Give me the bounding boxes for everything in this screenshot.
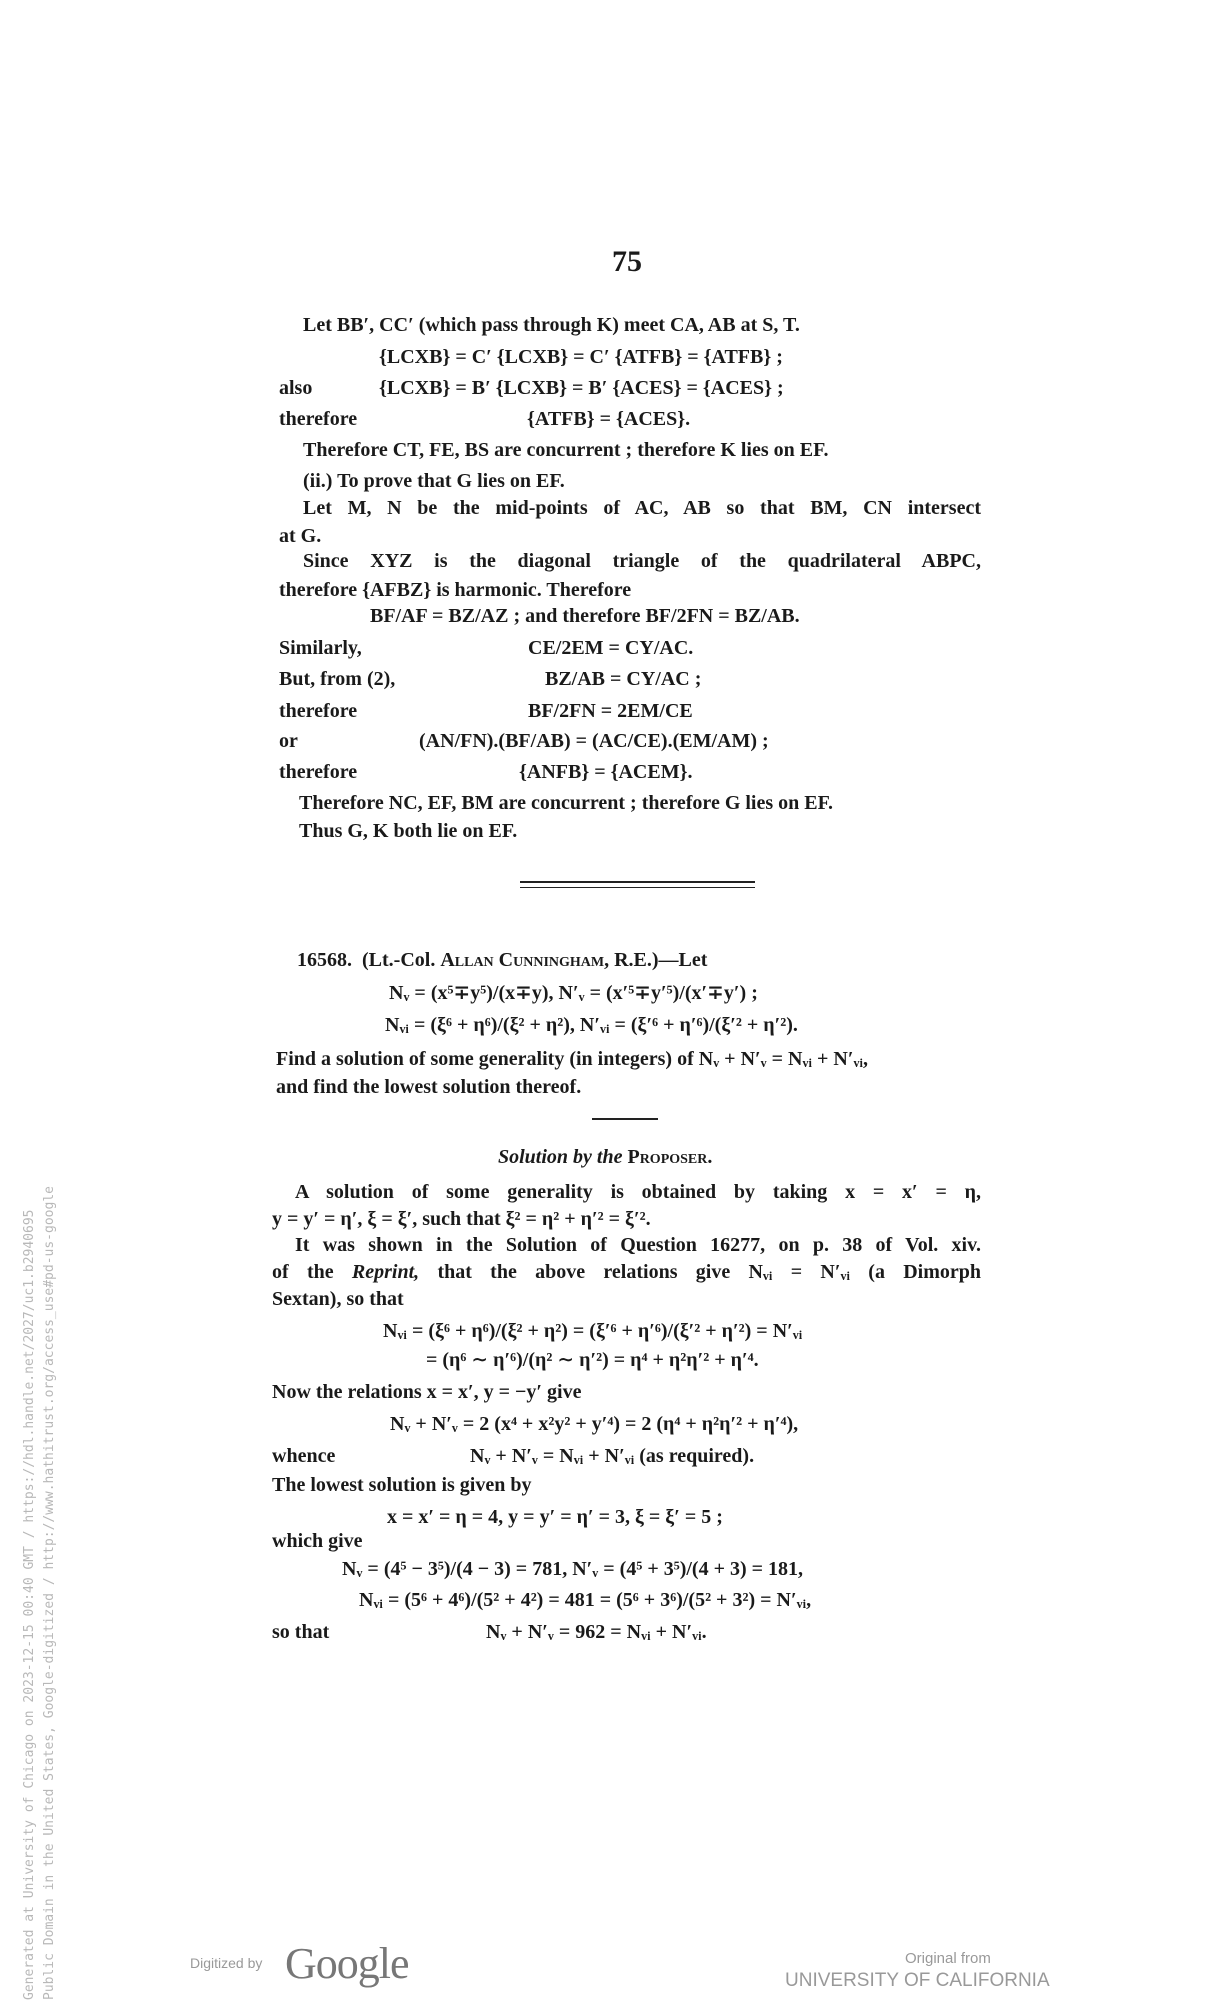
equation: {ATFB} = {ACES}. (527, 408, 691, 430)
text-line: Find a solution of some generality (in integers) of Nᵥ + N′ᵥ = Nᵥᵢ + N′ᵥᵢ, (276, 1048, 868, 1070)
equation: Nᵥ = (4⁵ − 3⁵)/(4 − 3) = 781, N′ᵥ = (4⁵ + 3⁵)/(4 + 3) = 181, (342, 1558, 804, 1580)
text-line: and find the lowest solution thereof. (276, 1076, 582, 1098)
text-line: Therefore CT, FE, BS are concurrent ; therefore K lies on EF. (303, 439, 829, 461)
short-rule (592, 1118, 658, 1120)
equation: {LCXB} = C′ {LCXB} = C′ {ATFB} = {ATFB} ; (379, 346, 783, 368)
text-fragment: that the above relations give Nᵥᵢ = N′ᵥᵢ (a Dimorph (437, 1261, 982, 1283)
solution-heading (498, 1145, 712, 1169)
text-line: Let BB′, CC′ (which pass through K) meet CA, AB at S, T. (303, 314, 800, 336)
watermark-line: Public Domain in the United States, Google-digitized / http://www.hathitrust.org/access_use#pd-us-google (42, 1186, 57, 2000)
line-label: so that (272, 1621, 330, 1643)
equation: BF/2FN = 2EM/CE (528, 700, 693, 722)
hathitrust-watermark (20, 1020, 60, 2000)
line-label: Similarly, (279, 637, 362, 659)
equation: (AN/FN).(BF/AB) = (AC/CE).(EM/AM) ; (419, 730, 769, 752)
equation: Nᵥ + N′ᵥ = 962 = Nᵥᵢ + N′ᵥᵢ. (486, 1621, 707, 1643)
text-line: Since XYZ is the diagonal triangle of the quadrilateral ABPC, (303, 550, 981, 572)
text-line: It was shown in the Solution of Question 16277, on p. 38 of Vol. xiv. (295, 1234, 981, 1256)
reprint-italic: Reprint, (351, 1261, 420, 1283)
equation: Nᵥ + N′ᵥ = 2 (x⁴ + x²y² + y′⁴) = 2 (η⁴ + η²η′² + η′⁴), (390, 1413, 799, 1435)
google-logo: Google (285, 1939, 409, 1988)
text-line: therefore {AFBZ} is harmonic. Therefore (279, 579, 632, 601)
line-label: also (279, 377, 313, 399)
heading-proposer: Proposer. (627, 1146, 713, 1168)
equation: Nᵥᵢ = (ξ⁶ + η⁶)/(ξ² + η²) = (ξ′⁶ + η′⁶)/(ξ′² + η′²) = N′ᵥᵢ (383, 1320, 803, 1342)
line-label: or (279, 730, 298, 752)
original-from-label: Original from (905, 1950, 991, 1967)
double-rule-bottom (520, 887, 755, 888)
question-heading (297, 948, 707, 972)
university-label: UNIVERSITY OF CALIFORNIA (785, 1970, 1050, 1991)
equation: {LCXB} = B′ {LCXB} = B′ {ACES} = {ACES} ; (379, 377, 784, 399)
text-line: Sextan), so that (272, 1288, 404, 1310)
equation: BF/AF = BZ/AZ ; and therefore BF/2FN = BZ/AB. (370, 605, 800, 627)
line-label: therefore (279, 408, 358, 430)
text-line: which give (272, 1530, 363, 1552)
text-fragment: of the (272, 1261, 334, 1283)
text-line: (ii.) To prove that G lies on EF. (303, 470, 565, 492)
author-suffix: )—Let (651, 949, 708, 971)
text-line: A solution of some generality is obtained by taking x = x′ = η, (295, 1181, 981, 1203)
equation: Nᵥᵢ = (ξ⁶ + η⁶)/(ξ² + η²), N′ᵥᵢ = (ξ′⁶ + η′⁶)/(ξ′² + η′²). (385, 1014, 798, 1036)
double-rule-top (520, 881, 755, 883)
page-number: 75 (612, 245, 642, 278)
equation: BZ/AB = CY/AC ; (545, 668, 702, 690)
text-line (272, 1260, 981, 1284)
heading-italic: Solution by the (498, 1146, 623, 1168)
digitized-by-label: Digitized by (190, 1955, 263, 1971)
text-line: The lowest solution is given by (272, 1474, 532, 1496)
author-prefix: (Lt.-Col. (362, 949, 436, 971)
text-line: Thus G, K both lie on EF. (299, 820, 518, 842)
equation: Nᵥᵢ = (5⁶ + 4⁶)/(5² + 4²) = 481 = (5⁶ + 3⁶)/(5² + 3²) = N′ᵥᵢ, (359, 1589, 812, 1611)
equation: = (η⁶ ∼ η′⁶)/(η² ∼ η′²) = η⁴ + η²η′² + η′⁴. (426, 1349, 759, 1371)
equation: Nᵥ + N′ᵥ = Nᵥᵢ + N′ᵥᵢ (as required). (470, 1445, 755, 1467)
text-line: Let M, N be the mid-points of AC, AB so that BM, CN intersect (303, 497, 981, 519)
equation: x = x′ = η = 4, y = y′ = η′ = 3, ξ = ξ′ = 5 ; (387, 1506, 723, 1528)
text-line: Therefore NC, EF, BM are concurrent ; therefore G lies on EF. (299, 792, 833, 814)
watermark-line: Generated at University of Chicago on 2023-12-15 00:40 GMT / https://hdl.handle.net/2027/uc1.b2940695 (22, 1209, 37, 2000)
text-line: y = y′ = η′, ξ = ξ′, such that ξ² = η² + η′² = ξ′². (272, 1208, 651, 1230)
equation: Nᵥ = (x⁵∓y⁵)/(x∓y), N′ᵥ = (x′⁵∓y′⁵)/(x′∓y′) ; (389, 982, 758, 1004)
question-author: Allan Cunningham, R.E. (440, 949, 652, 971)
line-label: therefore (279, 761, 358, 783)
line-label: whence (272, 1445, 336, 1467)
equation: CE/2EM = CY/AC. (528, 637, 694, 659)
text-line: Now the relations x = x′, y = −y′ give (272, 1381, 582, 1403)
text-line: at G. (279, 525, 322, 547)
question-number: 16568. (297, 949, 352, 971)
equation: {ANFB} = {ACEM}. (519, 761, 693, 783)
line-label: But, from (2), (279, 668, 396, 690)
line-label: therefore (279, 700, 358, 722)
